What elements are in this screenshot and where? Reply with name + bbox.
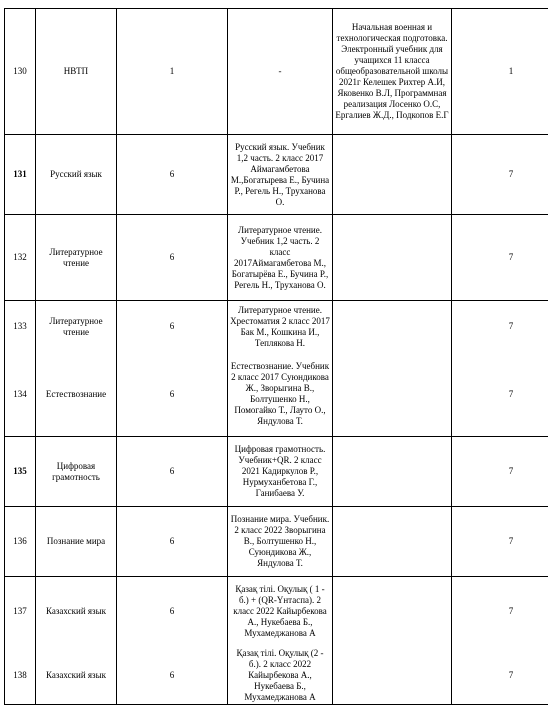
subject-name: Русский язык — [36, 135, 117, 215]
subject-name: Казахский язык — [36, 647, 117, 705]
subject-name: Литературное чтение — [36, 215, 117, 301]
count-value: 7 — [452, 301, 548, 353]
hours-value: 6 — [117, 353, 228, 437]
table-row — [5, 577, 548, 647]
row-number: 138 — [5, 647, 36, 705]
hours-value: 6 — [117, 507, 228, 577]
row-number: 134 — [5, 353, 36, 437]
hours-value: 6 — [117, 301, 228, 353]
hours-value: 6 — [117, 135, 228, 215]
textbook-title-alt — [333, 215, 452, 301]
textbook-title-alt — [333, 507, 452, 577]
table-row — [5, 215, 548, 301]
textbook-title: Литературное чтение. Хрестоматия 2 класс 2017 Бак М., Кошкина И., Теплякова Н. — [228, 301, 333, 353]
hours-value: 6 — [117, 577, 228, 647]
textbook-title: Литературное чтение. Учебник 1,2 часть. 2 класс 2017Аймагамбетова М., Богатырёва Е., Бучина Р., Регель Н., Труханова О. — [228, 215, 333, 301]
table-row — [5, 353, 548, 437]
textbook-title-alt: Начальная военная и технологическая подготовка. Электронный учебник для учащихся 11 класса общеобразовательной школы 2021г Келешек Рихтер А.И, Яковенко В.Л, Программная реализация Лосенко О.С, Ергалиев Ж.Д., Подкопов Е.Г — [333, 9, 452, 135]
hours-value: 6 — [117, 647, 228, 705]
table-row — [5, 9, 548, 135]
row-number: 130 — [5, 9, 36, 135]
textbook-title-alt — [333, 301, 452, 353]
textbook-title: Қазақ тілі. Оқулық (2 - б.). 2 класс 2022 Кайырбекова А., Нукебаева Б., Мухамеджанова А — [228, 647, 333, 705]
textbook-title-alt — [333, 437, 452, 507]
textbook-title: Естествознание. Учебник 2 класс 2017 Суюндикова Ж., Зворыгина В., Болтушенко Н., Помогайко Т., Лауто О., Яндулова Т. — [228, 353, 333, 437]
textbook-title: Русский язык. Учебник 1,2 часть. 2 класс 2017 Аймагамбетова М.,Богатырева Е., Бучина Р., Регель Н., Труханова О. — [228, 135, 333, 215]
textbook-title: Цифровая грамотность. Учебник+QR. 2 класс 2021 Кадиркулов Р., Нурмуханбетова Г., Ганибаева У. — [228, 437, 333, 507]
subject-name: Казахский язык — [36, 577, 117, 647]
row-number: 133 — [5, 301, 36, 353]
count-value: 7 — [452, 353, 548, 437]
textbook-title: Познание мира. Учебник. 2 класс 2022 Зворыгина В., Болтушенко Н., Суюндикова Ж., Яндулова Т. — [228, 507, 333, 577]
hours-value: 1 — [117, 9, 228, 135]
row-number: 132 — [5, 215, 36, 301]
row-number: 136 — [5, 507, 36, 577]
count-value: 7 — [452, 577, 548, 647]
table-row — [5, 135, 548, 215]
textbook-table — [4, 8, 548, 705]
count-value: 7 — [452, 647, 548, 705]
subject-name: НВТП — [36, 9, 117, 135]
subject-name: Познание мира — [36, 507, 117, 577]
row-number: 135 — [5, 437, 36, 507]
textbook-title: - — [228, 9, 333, 135]
textbook-title-alt — [333, 577, 452, 647]
count-value: 7 — [452, 507, 548, 577]
count-value: 7 — [452, 135, 548, 215]
textbook-title-alt — [333, 353, 452, 437]
hours-value: 6 — [117, 215, 228, 301]
row-number: 131 — [5, 135, 36, 215]
subject-name: Цифровая грамотность — [36, 437, 117, 507]
hours-value: 6 — [117, 437, 228, 507]
table-row — [5, 507, 548, 577]
count-value: 1 — [452, 9, 548, 135]
count-value: 7 — [452, 437, 548, 507]
subject-name: Литературное чтение — [36, 301, 117, 353]
table-row — [5, 437, 548, 507]
count-value: 7 — [452, 215, 548, 301]
textbook-title-alt — [333, 135, 452, 215]
subject-name: Естествознание — [36, 353, 117, 437]
table-row — [5, 647, 548, 705]
row-number: 137 — [5, 577, 36, 647]
table-row — [5, 301, 548, 353]
textbook-title-alt — [333, 647, 452, 705]
textbook-title: Қазақ тілі. Оқулық ( 1 - б.) + (QR-Үнтаспа). 2 класс 2022 Кайырбекова А., Нукебаева Б., Мухамеджанова А — [228, 577, 333, 647]
